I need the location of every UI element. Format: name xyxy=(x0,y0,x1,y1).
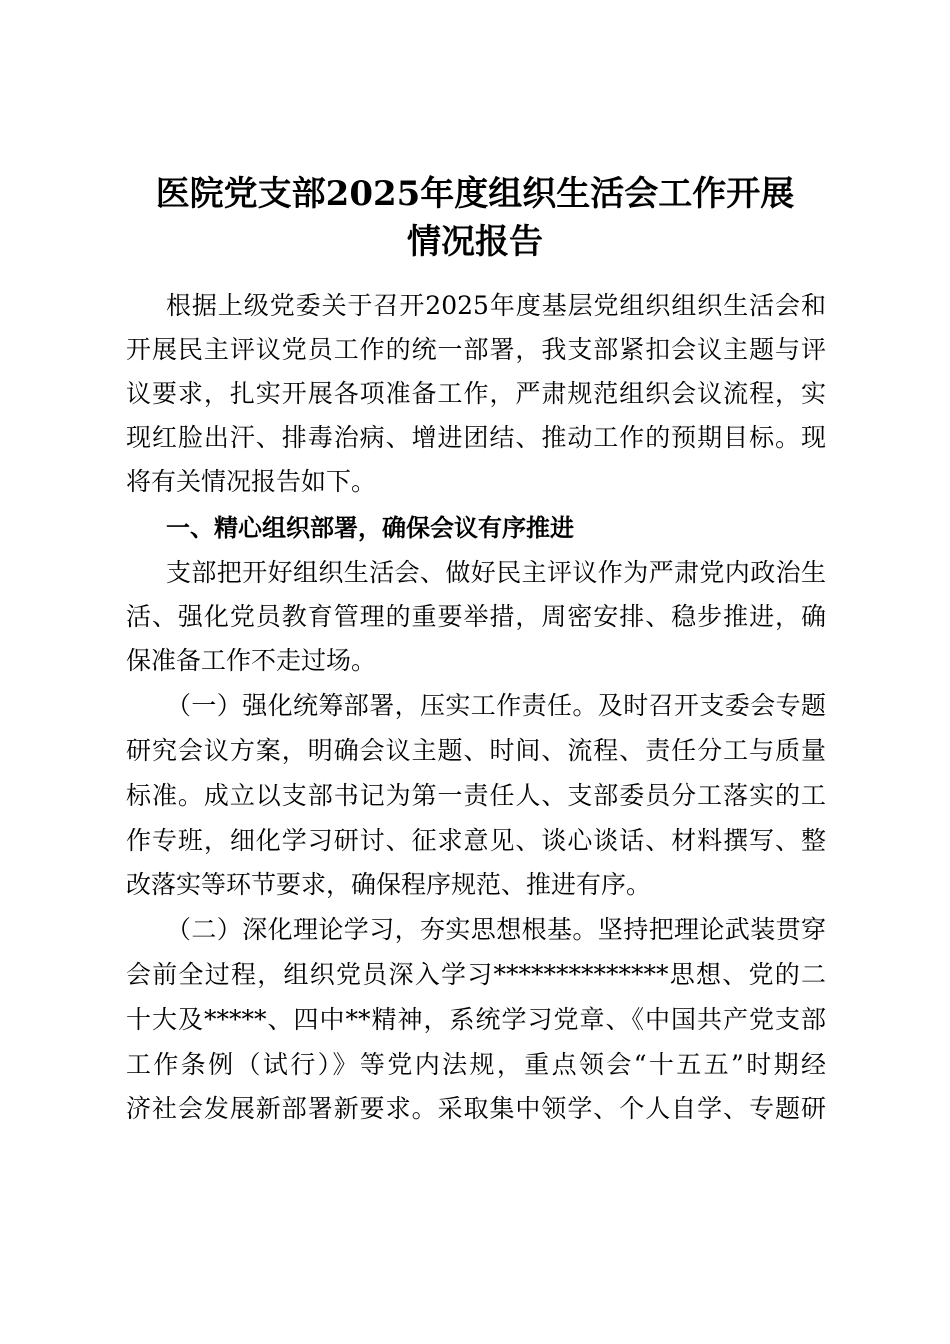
paragraph-line: 活、强化党员教育管理的重要举措，周密安排、稳步推进，确 xyxy=(126,602,826,631)
paragraph-line: 标准。成立以支部书记为第一责任人、支部委员分工落实的工 xyxy=(126,781,826,810)
document-title-line-2: 情况报告 xyxy=(407,222,543,262)
paragraph-line: 济社会发展新部署新要求。采取集中领学、个人自学、专题研 xyxy=(126,1094,826,1123)
paragraph-line: 将有关情况报告如下。 xyxy=(126,467,377,496)
paragraph-line: 支部把开好组织生活会、做好民主评议作为严肃党内政治生 xyxy=(166,558,826,587)
paragraph-line: 作专班，细化学习研讨、征求意见、谈心谈话、材料撰写、整 xyxy=(126,826,826,855)
paragraph-line: （二）深化理论学习，夯实思想根基。坚持把理论武装贯穿 xyxy=(166,915,826,944)
paragraph-line: 十大及*****、四中**精神，系统学习党章、《中国共产党支部 xyxy=(126,1005,826,1034)
paragraph-line: （一）强化统筹部署，压实工作责任。及时召开支委会专题 xyxy=(166,691,826,720)
paragraph-line: 根据上级党委关于召开2025年度基层党组织组织生活会和 xyxy=(166,291,826,320)
paragraph-line: 议要求，扎实开展各项准备工作，严肃规范组织会议流程，实 xyxy=(126,379,826,408)
paragraph-line: 研究会议方案，明确会议主题、时间、流程、责任分工与质量 xyxy=(126,736,826,765)
paragraph-line: 保准备工作不走过场。 xyxy=(126,646,377,675)
document-title-line-1: 医院党支部2025年度组织生活会工作开展 xyxy=(155,174,795,214)
paragraph-line: 工作条例（试行）》等党内法规，重点领会“十五五”时期经 xyxy=(126,1050,826,1079)
section-heading: 一、精心组织部署，确保会议有序推进 xyxy=(166,514,574,542)
paragraph-line: 现红脸出汗、排毒治病、增进团结、推动工作的预期目标。现 xyxy=(126,423,826,452)
paragraph-line: 开展民主评议党员工作的统一部署，我支部紧扣会议主题与评 xyxy=(126,335,826,364)
paragraph-line: 会前全过程，组织党员深入学习**************思想、党的二 xyxy=(126,960,826,989)
paragraph-line: 改落实等环节要求，确保程序规范、推进有序。 xyxy=(126,870,652,899)
